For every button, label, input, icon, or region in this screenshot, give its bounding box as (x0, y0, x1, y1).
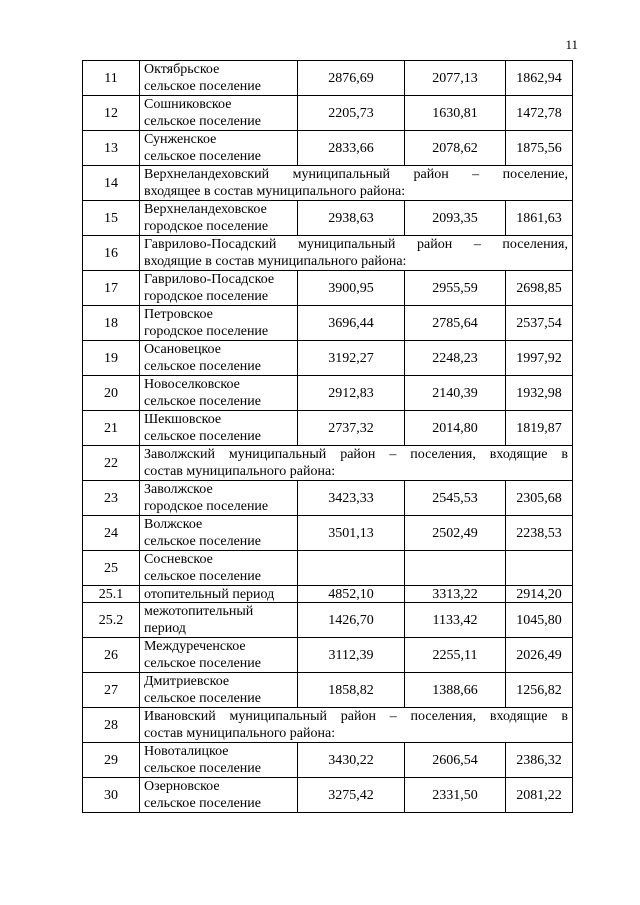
table-row (83, 743, 573, 778)
row-number: 22 (83, 446, 140, 481)
settlement-name-line: городское поселение (144, 289, 269, 304)
row-number: 18 (83, 306, 140, 341)
value-cell-v2: 2331,50 (405, 778, 506, 813)
value-cell-v2: 2606,54 (405, 743, 506, 778)
settlement-name (140, 341, 298, 376)
district-heading (140, 166, 573, 201)
value-cell-v3: 1875,56 (506, 131, 573, 166)
table-row (83, 446, 573, 481)
table-row (83, 516, 573, 551)
settlement-name-line: сельское поселение (144, 114, 261, 129)
settlement-name-line: сельское поселение (144, 569, 261, 584)
row-number: 16 (83, 236, 140, 271)
row-number: 19 (83, 341, 140, 376)
value-cell-v2: 1388,66 (405, 673, 506, 708)
settlement-name-line: Шекшовское (144, 412, 222, 427)
table-row (83, 61, 573, 96)
table-row (83, 586, 573, 603)
district-heading-line: входящие в состав муниципального района: (144, 254, 407, 269)
settlement-name (140, 778, 298, 813)
settlement-name-line: городское поселение (144, 219, 269, 234)
value-cell-v2: 2093,35 (405, 201, 506, 236)
settlement-name (140, 96, 298, 131)
table-row (83, 551, 573, 586)
settlement-name-line: Петровское (144, 307, 213, 322)
settlement-name (140, 61, 298, 96)
settlement-name-line: Осановецкое (144, 342, 221, 357)
row-number: 20 (83, 376, 140, 411)
value-cell-v2: 2955,59 (405, 271, 506, 306)
table-row (83, 201, 573, 236)
table-row (83, 131, 573, 166)
table-row (83, 708, 573, 743)
row-number: 25.1 (83, 586, 140, 603)
table-row (83, 341, 573, 376)
value-cell-v2: 2248,23 (405, 341, 506, 376)
value-cell-v3: 1819,87 (506, 411, 573, 446)
settlement-name-line: сельское поселение (144, 429, 261, 444)
table-row (83, 96, 573, 131)
row-number: 27 (83, 673, 140, 708)
row-number: 26 (83, 638, 140, 673)
value-cell-v1: 3112,39 (298, 638, 405, 673)
settlement-name (140, 131, 298, 166)
value-cell-v2: 2502,49 (405, 516, 506, 551)
value-cell-v3: 1472,78 (506, 96, 573, 131)
district-heading-line: состав муниципального района: (144, 464, 336, 479)
settlement-name-line: Междуреченское (144, 639, 246, 654)
settlement-name (140, 743, 298, 778)
settlement-name-line: Новоселковское (144, 377, 240, 392)
value-cell-v1: 3501,13 (298, 516, 405, 551)
settlement-name-line: Новоталицкое (144, 744, 229, 759)
table-row (83, 306, 573, 341)
value-cell-v2 (405, 551, 506, 586)
value-cell-v1: 2876,69 (298, 61, 405, 96)
value-cell-v2: 2077,13 (405, 61, 506, 96)
settlement-name-line: Верхнеландеховское (144, 202, 267, 217)
value-cell-v1 (298, 551, 405, 586)
settlement-name-line: сельское поселение (144, 79, 261, 94)
row-number: 25.2 (83, 603, 140, 638)
district-heading-line: Гаврилово-Посадский муниципальный район – поселения, (144, 237, 568, 252)
district-heading-line: Заволжский муниципальный район – поселения, входящие в (144, 447, 568, 462)
district-heading-line: входящее в состав муниципального района: (144, 184, 406, 199)
table-body (83, 61, 573, 813)
settlement-name-line: сельское поселение (144, 656, 261, 671)
value-cell-v1: 2938,63 (298, 201, 405, 236)
settlement-name (140, 638, 298, 673)
table-row (83, 603, 573, 638)
settlement-name (140, 376, 298, 411)
settlement-name-line: городское поселение (144, 324, 269, 339)
table-row (83, 411, 573, 446)
settlement-name-line: Дмитриевское (144, 674, 230, 689)
value-cell-v2: 2014,80 (405, 411, 506, 446)
settlement-name-line: сельское поселение (144, 149, 261, 164)
value-cell-v3: 1861,63 (506, 201, 573, 236)
settlement-name-line: Гаврилово-Посадское (144, 272, 275, 287)
value-cell-v3: 2537,54 (506, 306, 573, 341)
settlement-name-line: городское поселение (144, 499, 269, 514)
settlement-name-line: сельское поселение (144, 761, 261, 776)
value-cell-v2: 2785,64 (405, 306, 506, 341)
row-number: 15 (83, 201, 140, 236)
settlement-name (140, 551, 298, 586)
value-cell-v1: 2912,83 (298, 376, 405, 411)
table-row (83, 673, 573, 708)
value-cell-v3: 1932,98 (506, 376, 573, 411)
value-cell-v2: 2255,11 (405, 638, 506, 673)
value-cell-v1: 3275,42 (298, 778, 405, 813)
value-cell-v3: 1997,92 (506, 341, 573, 376)
value-cell-v1: 3696,44 (298, 306, 405, 341)
page-number: 11 (565, 37, 578, 52)
value-cell-v3: 1862,94 (506, 61, 573, 96)
value-cell-v3: 2914,20 (506, 586, 573, 603)
value-cell-v1: 2737,32 (298, 411, 405, 446)
value-cell-v1: 3430,22 (298, 743, 405, 778)
row-number: 14 (83, 166, 140, 201)
value-cell-v1: 4852,10 (298, 586, 405, 603)
table-row (83, 271, 573, 306)
settlement-name (140, 673, 298, 708)
value-cell-v3: 1256,82 (506, 673, 573, 708)
settlement-name-line: сельское поселение (144, 796, 261, 811)
row-number: 23 (83, 481, 140, 516)
table-row (83, 166, 573, 201)
settlement-name (140, 516, 298, 551)
settlement-name-line: отопительный период (144, 586, 275, 602)
row-number: 24 (83, 516, 140, 551)
settlement-name (140, 481, 298, 516)
tariff-table (82, 60, 573, 813)
row-number: 12 (83, 96, 140, 131)
row-number: 25 (83, 551, 140, 586)
district-heading (140, 708, 573, 743)
settlement-name-line: период (144, 621, 186, 636)
row-number: 29 (83, 743, 140, 778)
value-cell-v2: 1133,42 (405, 603, 506, 638)
value-cell-v1: 1426,70 (298, 603, 405, 638)
value-cell-v2: 2078,62 (405, 131, 506, 166)
settlement-name-line: Озерновское (144, 779, 220, 794)
row-number: 17 (83, 271, 140, 306)
row-number: 28 (83, 708, 140, 743)
value-cell-v3 (506, 551, 573, 586)
row-number: 11 (83, 61, 140, 96)
settlement-name (140, 586, 298, 603)
settlement-name-line: Волжское (144, 517, 203, 532)
row-number: 30 (83, 778, 140, 813)
settlement-name-line: Октябрьское (144, 62, 220, 77)
table-row (83, 376, 573, 411)
value-cell-v3: 2305,68 (506, 481, 573, 516)
value-cell-v2: 2140,39 (405, 376, 506, 411)
district-heading (140, 236, 573, 271)
settlement-name-line: Сунженское (144, 132, 217, 147)
table-row (83, 778, 573, 813)
value-cell-v3: 2698,85 (506, 271, 573, 306)
table-row (83, 638, 573, 673)
settlement-name-line: Сосневское (144, 552, 213, 567)
settlement-name (140, 306, 298, 341)
value-cell-v1: 3423,33 (298, 481, 405, 516)
value-cell-v1: 2205,73 (298, 96, 405, 131)
settlement-name (140, 411, 298, 446)
settlement-name-line: сельское поселение (144, 691, 261, 706)
district-heading-line: состав муниципального района: (144, 726, 336, 741)
settlement-name-line: сельское поселение (144, 359, 261, 374)
settlement-name (140, 201, 298, 236)
value-cell-v1: 3192,27 (298, 341, 405, 376)
district-heading-line: Верхнеландеховский муниципальный район – поселение, (144, 167, 568, 182)
settlement-name (140, 271, 298, 306)
table-row (83, 236, 573, 271)
value-cell-v1: 3900,95 (298, 271, 405, 306)
value-cell-v3: 2081,22 (506, 778, 573, 813)
row-number: 13 (83, 131, 140, 166)
settlement-name (140, 603, 298, 638)
district-heading (140, 446, 573, 481)
row-number: 21 (83, 411, 140, 446)
table-row (83, 481, 573, 516)
settlement-name-line: сельское поселение (144, 394, 261, 409)
settlement-name-line: Заволжское (144, 482, 213, 497)
value-cell-v2: 1630,81 (405, 96, 506, 131)
settlement-name-line: Сошниковское (144, 97, 232, 112)
value-cell-v3: 2386,32 (506, 743, 573, 778)
value-cell-v3: 2026,49 (506, 638, 573, 673)
value-cell-v2: 2545,53 (405, 481, 506, 516)
value-cell-v3: 2238,53 (506, 516, 573, 551)
value-cell-v3: 1045,80 (506, 603, 573, 638)
settlement-name-line: сельское поселение (144, 534, 261, 549)
settlement-name-line: межотопительный (144, 604, 254, 619)
district-heading-line: Ивановский муниципальный район – поселения, входящие в (144, 709, 568, 724)
value-cell-v2: 3313,22 (405, 586, 506, 603)
value-cell-v1: 1858,82 (298, 673, 405, 708)
value-cell-v1: 2833,66 (298, 131, 405, 166)
